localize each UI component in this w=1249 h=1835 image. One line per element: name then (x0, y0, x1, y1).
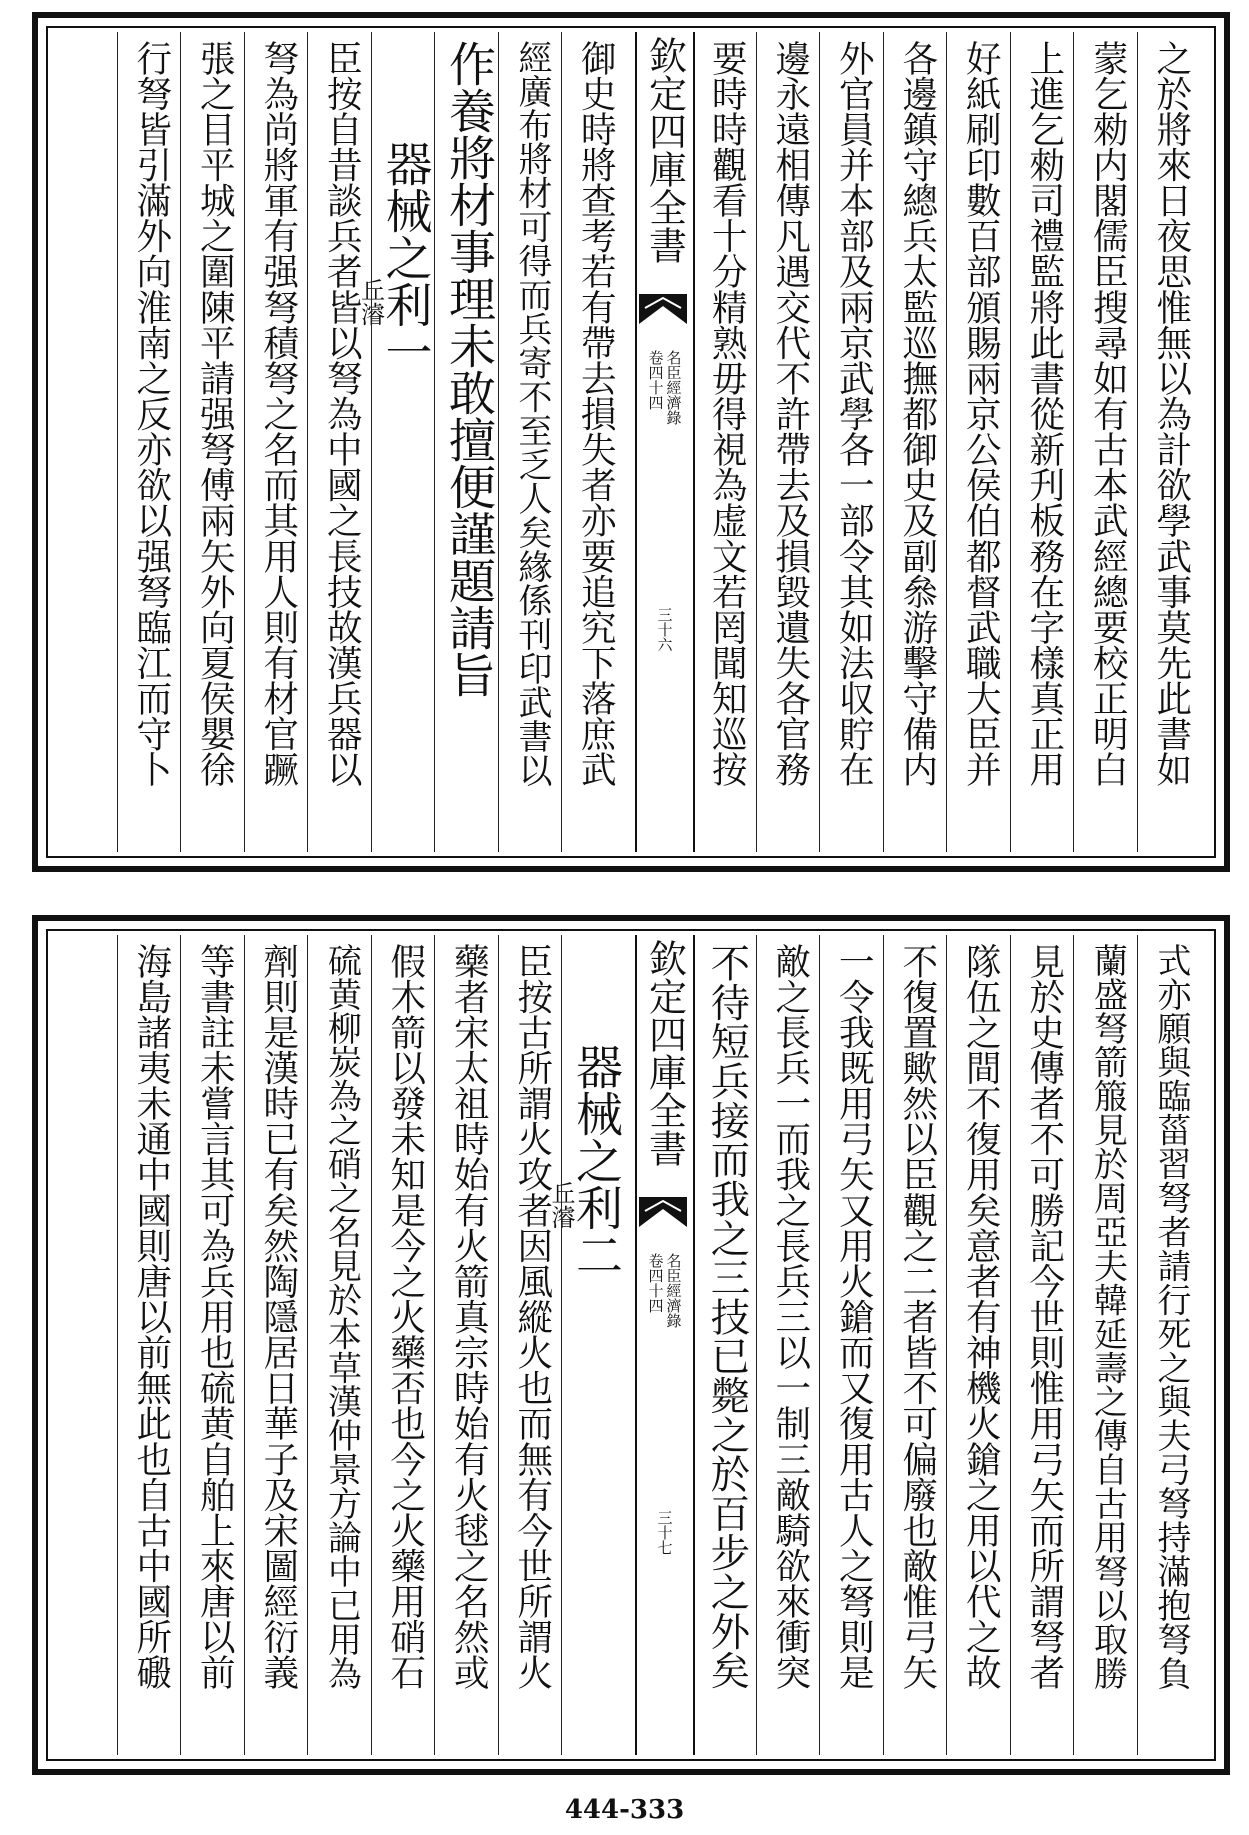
column-text: 好紙刷印數百部頒賜兩京公侯伯都督武職大臣并 (960, 40, 1002, 787)
column-text: 弩為尚將軍有强弩積弩之名而其用人則有材官蹶 (257, 40, 299, 787)
section-heading (377, 40, 433, 858)
column-rule (117, 32, 118, 852)
text-column (1016, 40, 1072, 858)
column-rule (756, 32, 757, 852)
text-column (440, 40, 496, 858)
column-rule (1137, 32, 1138, 852)
section-heading-text: 器械之利二 (568, 1043, 623, 1278)
column-rule (180, 935, 181, 1755)
author-text: 丘濬 (356, 278, 385, 326)
column-text: 上進乞勑司禮監將此書從新刋板務在字樣真正用 (1023, 40, 1065, 787)
text-column (123, 943, 179, 1761)
section-heading (567, 943, 623, 1761)
column-text: 張之目平城之圍陳平請强弩傅兩矢外向夏侯嬰徐 (194, 40, 236, 787)
text-column (825, 40, 881, 858)
column-text: 蘭盛弩箭箙見於周亞夫韓延壽之傳自古用弩以取勝 (1087, 943, 1128, 1690)
text-column (1016, 943, 1072, 1761)
column-rule (117, 935, 118, 1755)
fish-tail-mark-icon (639, 294, 687, 340)
column-text: 等書註未嘗言其可為兵用也硫黄自舶上來唐以前 (194, 943, 236, 1690)
column-text: 隊伍之間不復用矣意者有神機火鎗之用以代之故 (960, 943, 1002, 1690)
fish-tail-mark-icon (639, 1197, 687, 1243)
upper-page (32, 12, 1230, 872)
text-column (952, 40, 1008, 858)
column-rule (180, 32, 181, 852)
column-text: 外官員并本部及兩京武學各一部令其如法収貯在 (833, 40, 875, 787)
column-text: 不待短兵接而我之三技已斃之於百步之外矣 (704, 943, 750, 1690)
column-rule (883, 935, 884, 1755)
column-text: 臣按古所謂火攻者因風縱火也而無有今世所謂火 (511, 943, 553, 1690)
text-column (952, 943, 1008, 1761)
center-margin (635, 32, 695, 852)
column-text: 蒙乞勑内閣儒臣搜尋如有古本武經總要校正明白 (1087, 40, 1129, 787)
column-text: 一令我既用弓矢又用火鎗而又復用古人之弩則是 (833, 943, 875, 1690)
text-column (1143, 943, 1199, 1761)
text-column (313, 40, 369, 858)
column-text: 海島諸夷未通中國則唐以前無此也自古中國所磤 (130, 943, 172, 1690)
text-column (889, 943, 945, 1761)
column-text: 行弩皆引滿外向淮南之反亦欲以强弩臨江而守卜 (130, 40, 172, 787)
column-rule (1073, 32, 1074, 852)
column-text: 劑則是漢時已有矣然陶隱居日華子及宋圖經衍義 (257, 943, 299, 1690)
margin-page-number: 三十六 (655, 607, 674, 652)
text-column (1143, 40, 1199, 858)
text-column (825, 943, 881, 1761)
text-column (504, 40, 560, 858)
column-text: 式亦願與臨菑習弩者請行死之與夫弓弩持滿抱弩負 (1150, 943, 1191, 1690)
column-text: 不復置歟然以臣觀之二者皆不可偏廢也敵惟弓矢 (896, 943, 938, 1690)
text-column (762, 40, 818, 858)
column-rule (883, 32, 884, 852)
text-column (762, 943, 818, 1761)
text-column (504, 943, 560, 1761)
margin-volume: 卷四十四 (646, 1253, 665, 1313)
column-text: 藥者宋太祖時始有火箭真宗時始有火毬之名然或 (448, 943, 490, 1690)
margin-title: 欽定四庫全書 (642, 939, 687, 1167)
section-heading-text: 器械之利一 (377, 140, 433, 375)
column-rule (371, 935, 372, 1755)
column-rule (561, 935, 562, 1755)
column-rule (434, 935, 435, 1755)
column-rule (371, 32, 372, 852)
text-column (1079, 943, 1135, 1761)
text-column (186, 40, 242, 858)
margin-page-number: 三十七 (655, 1510, 674, 1555)
text-column (567, 40, 623, 858)
column-text: 要時時觀看十分精熟毋得視為虚文若罔聞知巡按 (706, 40, 748, 787)
column-text: 作養將材事理未敢擅便謹題請旨 (441, 40, 496, 698)
column-rule (244, 935, 245, 1755)
column-rule (498, 32, 499, 852)
text-column (440, 943, 496, 1761)
lower-page (32, 915, 1230, 1775)
column-rule (434, 32, 435, 852)
text-column (250, 943, 306, 1761)
text-column (698, 40, 754, 858)
text-column (313, 943, 369, 1761)
column-rule (1073, 935, 1074, 1755)
column-text: 臣按自昔談兵者皆以弩為中國之長技故漢兵器以 (321, 40, 363, 787)
margin-title: 欽定四庫全書 (642, 36, 687, 264)
column-text: 之於將來日夜思惟無以為計欲學武事莫先此書如 (1150, 40, 1192, 787)
column-text: 敵之長兵一而我之長兵三以一制三敵騎欲來衝突 (769, 943, 811, 1690)
column-rule (756, 935, 757, 1755)
column-rule (1010, 935, 1011, 1755)
page-footer-number: 444-333 (564, 1795, 685, 1825)
text-column (698, 943, 754, 1761)
margin-book-title: 名臣經濟錄 (664, 350, 683, 425)
text-column (889, 40, 945, 858)
column-rule (1010, 32, 1011, 852)
column-rule (946, 935, 947, 1755)
column-rule (244, 32, 245, 852)
center-margin (635, 935, 695, 1755)
column-rule (946, 32, 947, 852)
column-text: 御史時將查考若有帶去損失者亦要追究下落庶武 (575, 40, 617, 787)
margin-book-title: 名臣經濟錄 (664, 1253, 683, 1328)
column-rule (498, 935, 499, 1755)
text-column (123, 40, 179, 858)
column-text: 各邊鎮守總兵太監巡撫都御史及副叅游擊守備内 (896, 40, 938, 787)
column-rule (1137, 935, 1138, 1755)
column-text: 硫黄柳炭為之硝之名見於本草漢仲景方論中已用為 (321, 943, 362, 1690)
column-text: 見於史傳者不可勝記今世則惟用弓矢而所謂弩者 (1023, 943, 1065, 1690)
text-column (377, 943, 433, 1761)
column-text: 假木箭以發未知是今之火藥否也今之火藥用硝石 (384, 943, 426, 1690)
column-text: 邊永遠相傳凡遇交代不許帶去及損毀遺失各官務 (769, 40, 811, 787)
author-text: 丘濬 (547, 1181, 575, 1229)
text-column (186, 943, 242, 1761)
column-rule (819, 32, 820, 852)
column-text: 經廣布將材可得而兵寄不至乏人矣緣係刊印武書以 (511, 40, 552, 787)
column-rule (561, 32, 562, 852)
column-rule (307, 935, 308, 1755)
margin-volume: 卷四十四 (646, 350, 665, 410)
column-rule (819, 935, 820, 1755)
text-column (1079, 40, 1135, 858)
text-column (250, 40, 306, 858)
column-rule (307, 32, 308, 852)
